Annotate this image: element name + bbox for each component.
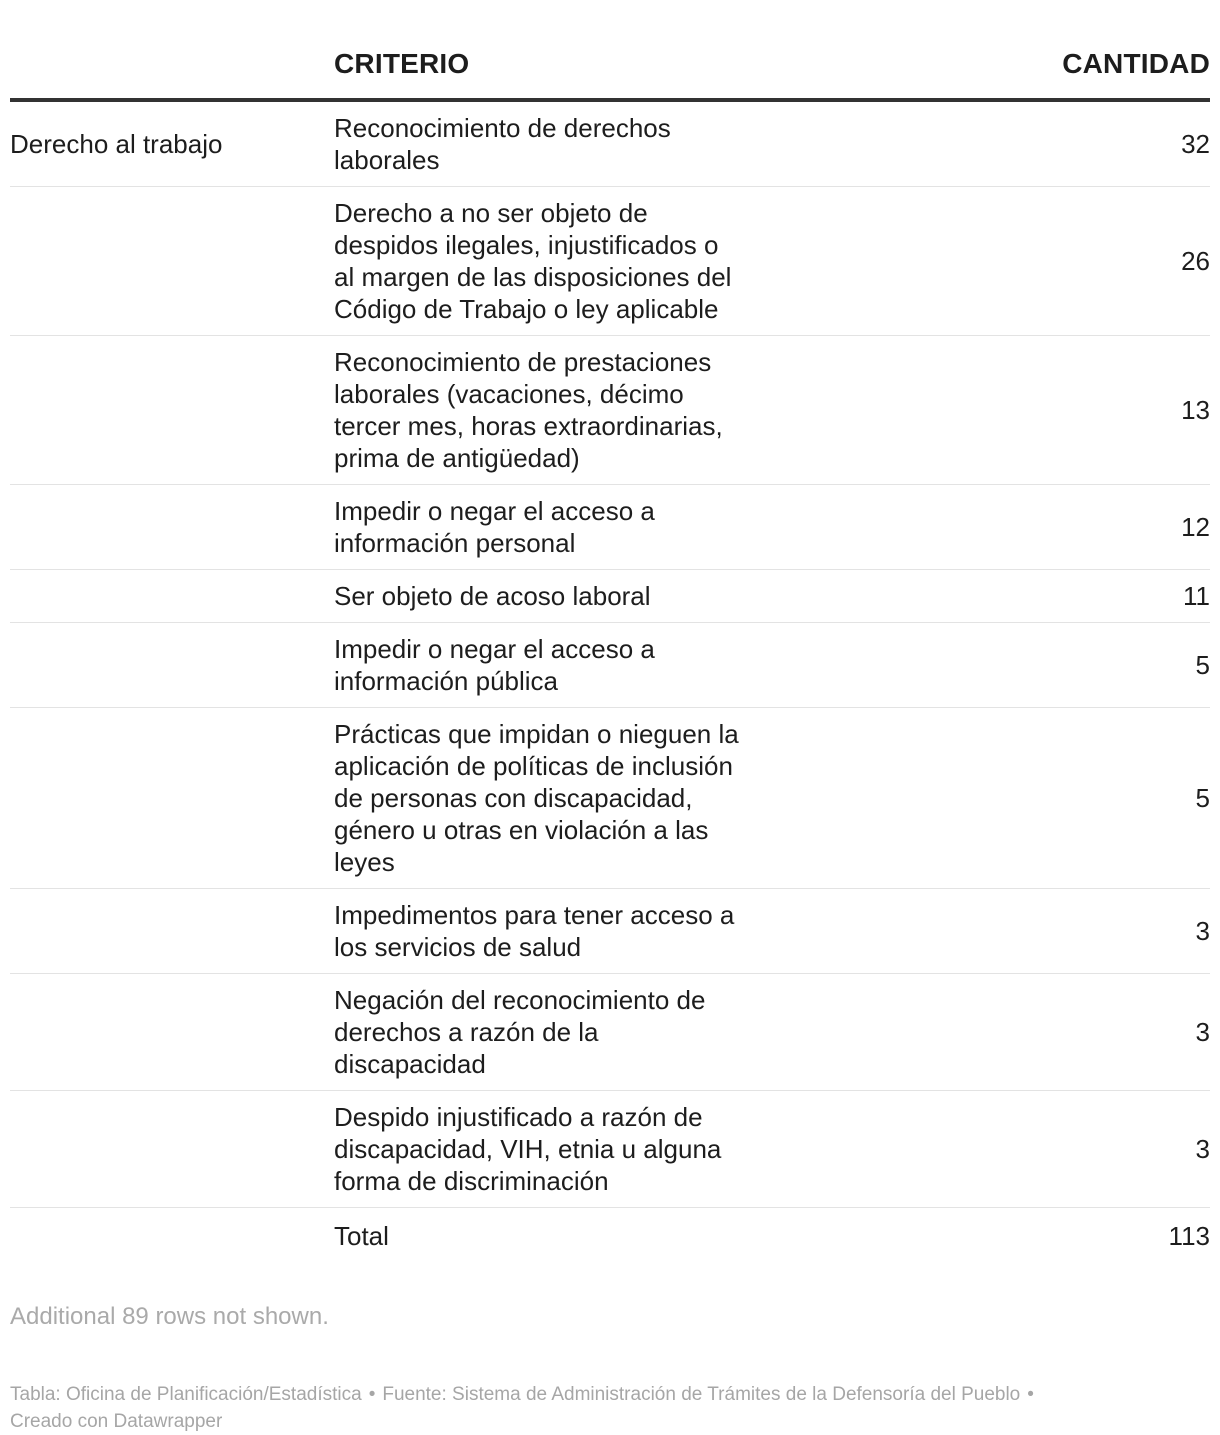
table-footer bbox=[10, 1381, 1210, 1435]
data-table bbox=[10, 0, 1210, 1262]
row-cantidad-cell: 13 bbox=[810, 336, 1210, 485]
row-cantidad-cell: 5 bbox=[810, 623, 1210, 708]
row-criterio-cell: Negación del reconocimiento de derechos a razón de la discapacidad bbox=[334, 974, 810, 1091]
row-category-cell: Derecho al trabajo bbox=[10, 100, 334, 187]
row-criterio-cell: Impedir o negar el acceso a información pública bbox=[334, 623, 810, 708]
row-criterio-cell: Ser objeto de acoso laboral bbox=[334, 570, 810, 623]
row-category-cell bbox=[10, 708, 334, 889]
row-cantidad-cell: 3 bbox=[810, 889, 1210, 974]
table-notes: Additional 89 rows not shown. bbox=[10, 1303, 329, 1330]
row-cantidad-cell: 113 bbox=[1168, 1221, 1210, 1251]
row-cantidad-cell: 3 bbox=[810, 1091, 1210, 1208]
row-category-cell bbox=[10, 336, 334, 485]
footer-separator: • bbox=[368, 1384, 376, 1405]
column-header-category bbox=[10, 0, 334, 100]
table-row bbox=[10, 485, 1210, 570]
table-row bbox=[10, 889, 1210, 974]
table-row bbox=[10, 570, 1210, 623]
row-criterio-cell: Despido injustificado a razón de discapacidad, VIH, etnia u alguna forma de discriminación bbox=[334, 1091, 810, 1208]
tool-credit: Creado con Datawrapper bbox=[10, 1411, 223, 1432]
row-category-cell bbox=[10, 485, 334, 570]
row-category-cell bbox=[10, 187, 334, 336]
table-row bbox=[10, 974, 1210, 1091]
row-category-cell bbox=[10, 1208, 334, 1263]
datawrapper-table-container bbox=[10, 0, 1210, 1435]
row-criterio-cell: Derecho a no ser objeto de despidos ilegales, injustificados o al margen de las disposiciones del Código de Trabajo o ley aplicable bbox=[334, 187, 810, 336]
header-row bbox=[10, 0, 1210, 100]
table-body bbox=[10, 100, 1210, 1262]
row-category-cell bbox=[10, 974, 334, 1091]
row-criterio-cell: Prácticas que impidan o nieguen la aplicación de políticas de inclusión de personas con discapacidad, género u otras en violación a las leyes bbox=[334, 708, 810, 889]
footer-separator: • bbox=[1027, 1384, 1034, 1405]
table-source-credit: Tabla: Oficina de Planificación/Estadística bbox=[10, 1384, 362, 1405]
table-row bbox=[10, 708, 1210, 889]
table-row bbox=[10, 187, 1210, 336]
row-category-cell bbox=[10, 623, 334, 708]
table-header bbox=[10, 0, 1210, 100]
row-criterio-cell: Impedimentos para tener acceso a los servicios de salud bbox=[334, 889, 810, 974]
table-row bbox=[10, 1091, 1210, 1208]
row-cantidad-cell: 5 bbox=[810, 708, 1210, 889]
table-row bbox=[10, 623, 1210, 708]
row-cantidad-cell: 3 bbox=[810, 974, 1210, 1091]
row-category-cell bbox=[10, 889, 334, 974]
row-criterio-cell: Reconocimiento de prestaciones laborales (vacaciones, décimo tercer mes, horas extraordinarias, prima de antigüedad) bbox=[334, 336, 810, 485]
table-row bbox=[10, 336, 1210, 485]
table-row bbox=[10, 100, 1210, 187]
row-criterio-cell: Impedir o negar el acceso a información personal bbox=[334, 485, 810, 570]
row-cantidad-cell: 12 bbox=[810, 485, 1210, 570]
column-header-criterio: CRITERIO bbox=[334, 0, 810, 100]
row-criterio-cell: Total bbox=[334, 1221, 389, 1251]
row-category-cell bbox=[10, 1091, 334, 1208]
row-category-cell bbox=[10, 570, 334, 623]
row-cantidad-cell: 11 bbox=[810, 570, 1210, 623]
row-cantidad-cell: 26 bbox=[810, 187, 1210, 336]
row-cantidad-cell: 32 bbox=[810, 100, 1210, 187]
table-row bbox=[10, 1208, 1210, 1263]
data-source-credit: Fuente: Sistema de Administración de Trámites de la Defensoría del Pueblo bbox=[382, 1384, 1021, 1405]
column-header-cantidad: CANTIDAD bbox=[810, 0, 1210, 100]
row-criterio-cell: Reconocimiento de derechos laborales bbox=[334, 100, 810, 187]
